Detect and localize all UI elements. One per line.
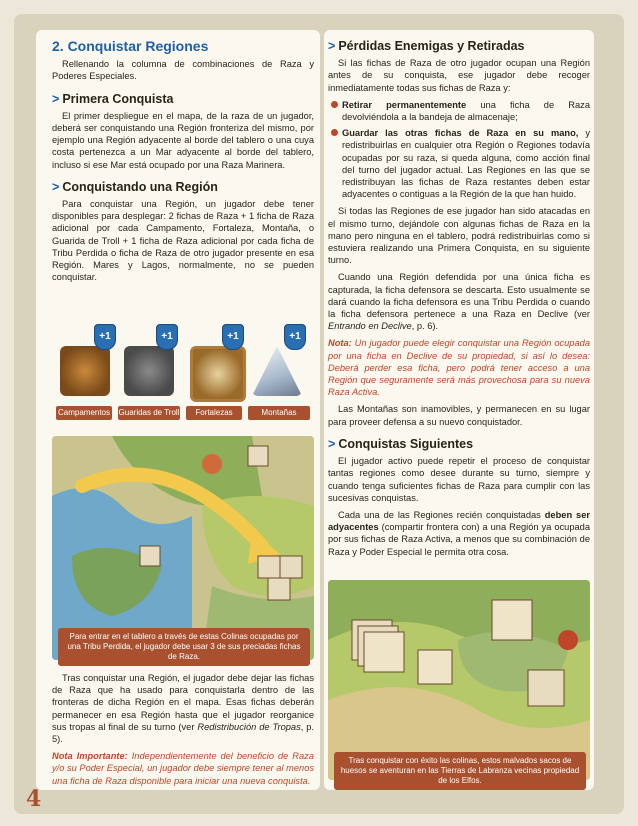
guarida-troll-token [124, 346, 174, 396]
heading-primera-conquista [52, 93, 314, 105]
after-conquest-text: Tras conquistar una Región, el jugador debe dejar las fichas de Raza que ha usado para conquistarla dentro de las fronteras de dicha Región en el mapa. Esas fichas deberán permanecer en esa Región hasta que el jugador reorganice sus tropas al final de su turno (ver Redistribución de Tropas, p. 5). [52, 673, 314, 745]
chevron-icon: > [328, 436, 336, 451]
list-item: Guardar las otras fichas de Raza en su mano, y redistribuirlas en cualquier otra Región o Regiones todavía ocupadas por su raza, si queda alguna, como acción final del turno del jugador actual. Las Regiones en las que se redistribuyan las fichas de Raza restantes deben estar adyacentes o contiguas a la Región de la que han huido. [342, 127, 590, 200]
heading-text: Pérdidas Enemigas y Retiradas [338, 39, 525, 53]
plus-one-shield-icon: +1 [156, 324, 178, 350]
siguientes-text-2: Cada una de las Regiones recién conquistadas deben ser adyacentes (compartir frontera con) a una Región ya ocupada por sus fichas de Raza Activa, a menos que su combinación de Raza y Poder Especial le permita otra cosa. [328, 509, 590, 557]
map-art [52, 436, 314, 660]
primera-conquista-text: El primer despliegue en el mapa, de la raza de un jugador, deberá ser conquistando una Región fronteriza del mismo, por ejemplo una Región adyacente al borde del tablero o una cuya costa pertenezca a un Mar adyacente al borde del tablero, incluso si ese Mar está ocupado por una Raza Marinera. [52, 110, 314, 170]
intro-text: Rellenando la columna de combinaciones de Raza y Poderes Especiales. [52, 59, 314, 82]
chevron-icon: > [52, 91, 60, 106]
page-number: 4 [26, 786, 42, 812]
heading-conquistando [52, 181, 314, 193]
chevron-icon: > [328, 39, 336, 53]
note: Nota: Un jugador puede elegir conquistar una Región ocupada por una ficha en Declive de su propiedad, si así lo desea: Deberá perder esa ficha, pero podrá tener acceso a una Región que seguramente será más provechosa para su nueva Raza Activa. [328, 338, 590, 398]
left-bottom-text [52, 672, 314, 792]
paragraph: Cuando una Región defendida por una única ficha es capturada, la ficha defensora se descarta. Esto usualmente se dará cuando la ficha defensora es una Tribu Perdida o cuando la ficha defensora pertenece a una Raza en Declive (ver Entrando en Declive, p. 6). [328, 272, 590, 332]
paragraph: Las Montañas son inamovibles, y permanecen en su lugar para proveer defensa a su nuevo conquistador. [328, 404, 590, 427]
montana-token [252, 346, 302, 396]
heading-text: Conquistando una Región [62, 179, 218, 194]
fortaleza-token [190, 346, 246, 402]
plus-one-shield-icon: +1 [222, 324, 244, 350]
heading-siguientes [328, 438, 590, 450]
important-note: Nota Importante: Independientemente del beneficio de Raza y/o su Poder Especial, un jugador debe siempre tener al menos una ficha de Raza disponible para iniciar una nueva conquista. [52, 751, 315, 786]
bullet-icon [331, 101, 338, 108]
map-illustration-2 [328, 580, 590, 780]
list-item: Retirar permanentemente una ficha de Raza devolviéndola a la bandeja de almacenaje; [342, 99, 590, 123]
token-label: Fortalezas [186, 406, 242, 420]
campamento-token [60, 346, 110, 396]
plus-one-shield-icon: +1 [94, 324, 116, 350]
token-label: Campamentos [56, 406, 112, 420]
perdidas-text: Si las fichas de Raza de otro jugador ocupan una Región antes de su conquista, ese jugador debe recoger inmediatamente todas sus fichas de Raza y: [328, 58, 590, 93]
bullet-icon [331, 129, 338, 136]
heading-text: Conquistas Siguientes [338, 436, 474, 451]
token-label: Guaridas de Troll [118, 406, 180, 420]
map-caption-2: Tras conquistar con éxito las colinas, estos malvados sacos de huesos se aventuran en las Tierras de Labranza vecinas propiedad de los Elfos. [334, 752, 586, 790]
heading-text: Primera Conquista [62, 91, 174, 106]
conquistando-text: Para conquistar una Región, un jugador debe tener disponibles para desplegar: 2 fichas de Raza + 1 ficha de Raza adicional por cada Campamento, Fortaleza, Montaña, o Guarida de Troll + 1 ficha de Raza adicional por cada ficha de Tribu Perdida o ficha de Raza de otro jugador presente en esa Región. Mares y Lagos, normalmente, no se pueden conquistar. [52, 199, 314, 283]
map-art [328, 580, 590, 780]
chevron-icon: > [52, 179, 60, 194]
section-title: 2. Conquistar Regiones [52, 38, 209, 54]
token-label: Montañas [248, 406, 310, 420]
plus-one-shield-icon: +1 [284, 324, 306, 350]
heading-perdidas [328, 40, 590, 52]
map-illustration [52, 436, 314, 660]
left-column [52, 38, 314, 288]
perdidas-list [328, 99, 590, 201]
terrain-token-strip [52, 322, 314, 424]
siguientes-text: El jugador activo puede repetir el proceso de conquistar tantas regiones como desee durante su turno, siempre y cuando tenga suficientes fichas de Raza para cumplir con las sucesivas conquistas. [328, 456, 590, 503]
paragraph: Si todas las Regiones de ese jugador han sido atacadas en el mismo turno, dejándole con algunas fichas de Raza en la mano pero ninguna en el tablero, podrá redistribuirlas como si estuviera realizando una Primera Conquista, en su siguiente turno. [328, 206, 590, 266]
right-column [328, 38, 590, 563]
map-caption: Para entrar en el tablero a través de estas Colinas ocupadas por una Tribu Perdida, el jugador debe usar 3 de sus preciadas fichas de Raza. [58, 628, 310, 666]
